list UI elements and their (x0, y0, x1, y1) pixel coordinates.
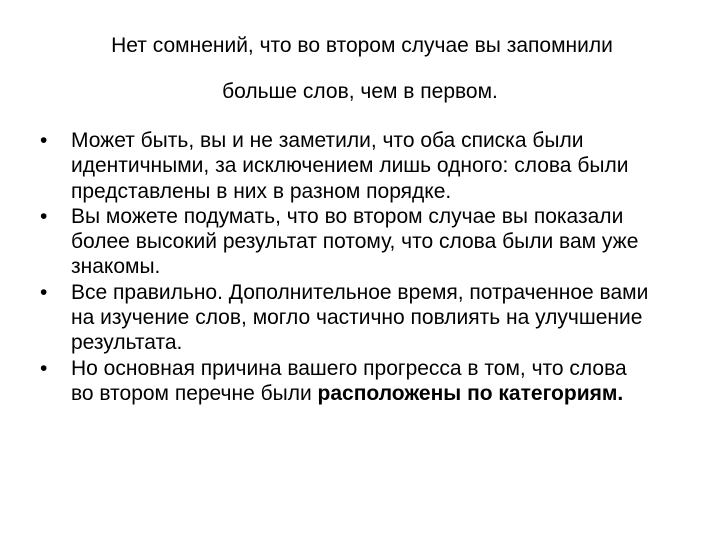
list-item (40, 356, 650, 407)
bullet-text-bold: расположены по категориям. (317, 381, 624, 405)
bullet-list (40, 128, 650, 406)
bullet-text: Вы можете подумать, что во втором случае вы показали более высокий результат потому, что слова были вам уже знакомы. (71, 204, 639, 279)
list-item (40, 204, 650, 280)
list-item (40, 280, 650, 356)
bullet-icon: • (40, 356, 48, 380)
bullet-icon: • (40, 129, 48, 152)
bullet-icon: • (40, 280, 48, 304)
list-item (40, 128, 650, 204)
bullet-icon: • (40, 204, 48, 228)
slide-title-line-1: Нет сомнений, что во втором случае вы запомнили (111, 34, 613, 57)
bullet-text: Может быть, вы и не заметили, что оба списка были идентичными, за исключением лишь одного: слова были представлены в них в разном порядке. (71, 129, 629, 203)
bullet-text: Но основная причина вашего прогресса в том, что слова во втором перечне были (71, 356, 627, 405)
bullet-text: Все правильно. Дополнительное время, потраченное вами на изучение слов, могло частично повлиять на улучшение результата. (71, 280, 649, 355)
slide-title-line-2: больше слов, чем в первом. (222, 80, 498, 103)
